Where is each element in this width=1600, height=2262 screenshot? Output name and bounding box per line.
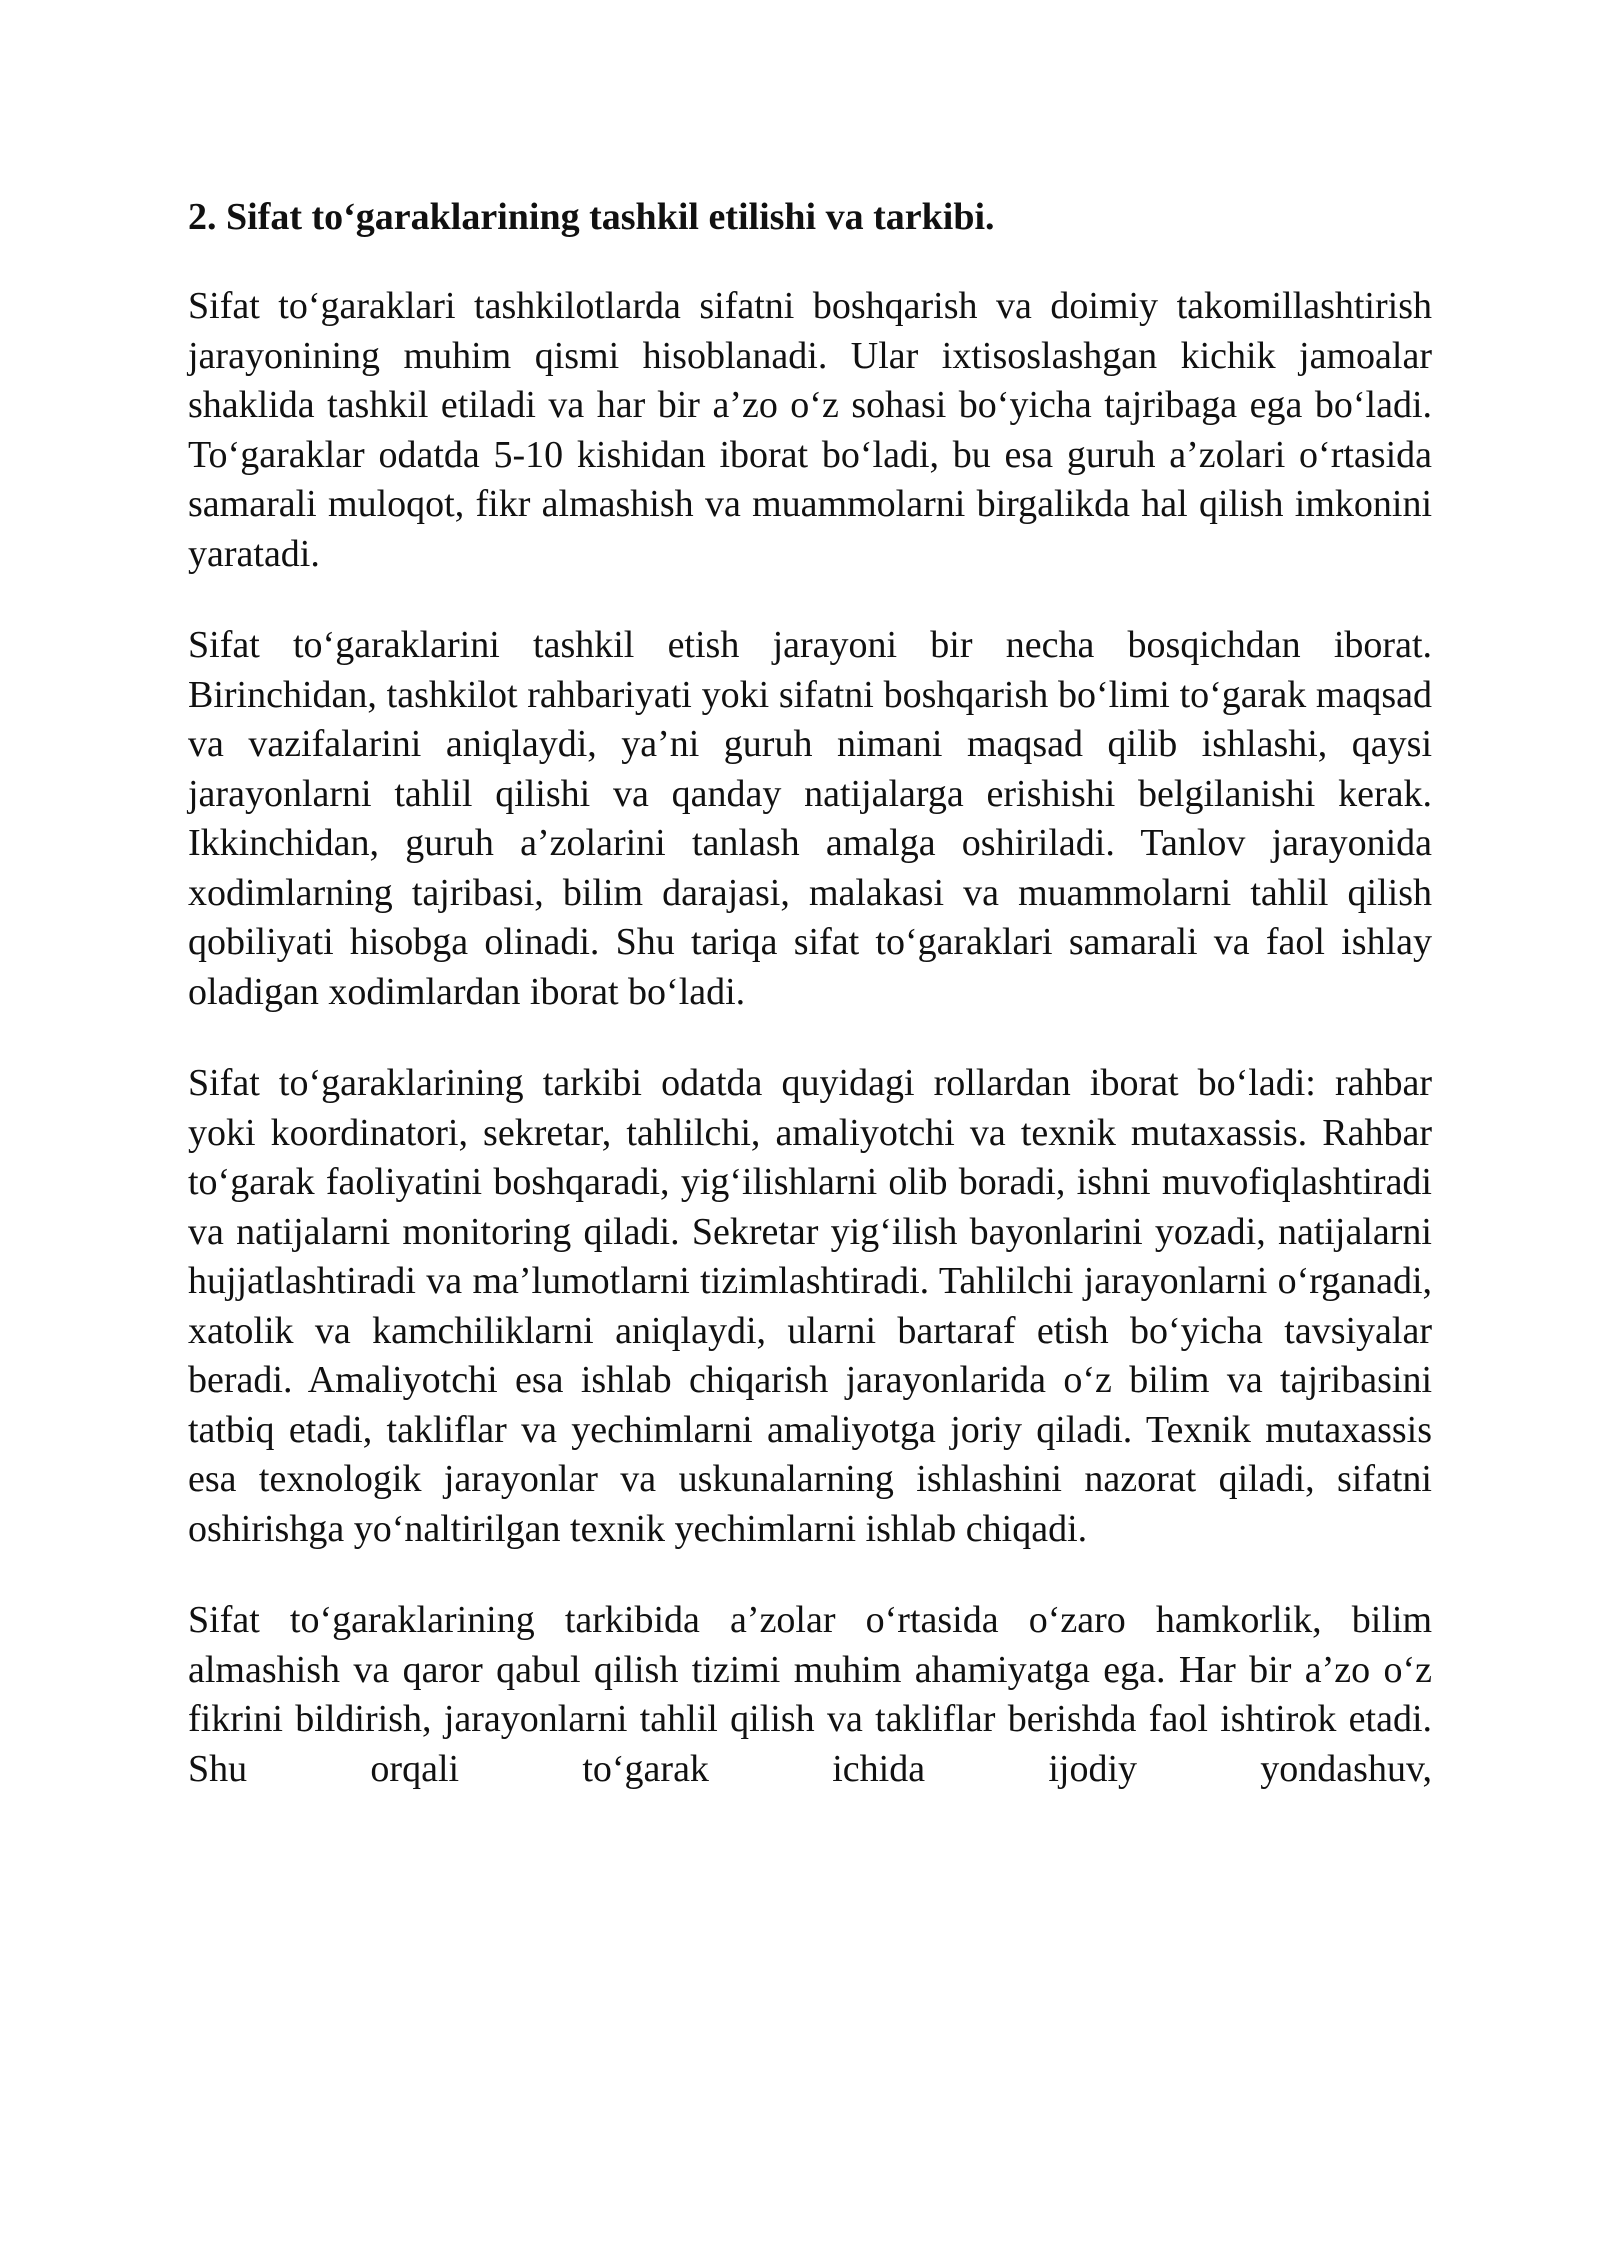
paragraph-2: Sifat to‘garaklarini tashkil etish jarayoni bir necha bosqichdan iborat. Birinchidan, tashkilot rahbariyati yoki sifatni boshqarish bo‘limi to‘garak maqsad va vazifalarini aniqlaydi, ya’ni guruh nimani maqsad qilib ishlashi, qaysi jarayonlarni tahlil qilishi va qanday natijalarga erishishi belgilanishi kerak. Ikkinchidan, guruh a’zolarini tanlash amalga oshiriladi. Tanlov jarayonida xodimlarning tajribasi, bilim darajasi, malakasi va muammolarni tahlil qilish qobiliyati hisobga olinadi. Shu tariqa sifat to‘garaklari samarali va faol ishlay oladigan xodimlardan iborat bo‘ladi. — [188, 624, 1432, 1013]
paragraph-1: Sifat to‘garaklari tashkilotlarda sifatni boshqarish va doimiy takomillashtirish jarayonining muhim qismi hisoblanadi. Ular ixtisoslashgan kichik jamoalar shaklida tashkil etiladi va har bir a’zo o‘z sohasi bo‘yicha tajribaga ega bo‘ladi. To‘garaklar odatda 5-10 kishidan iborat bo‘ladi, bu esa guruh a’zolari o‘rtasida samarali muloqot, fikr almashish va muammolarni birgalikda hal qilish imkonini yaratadi. — [188, 285, 1432, 575]
paragraph-4: Sifat to‘garaklarining tarkibida a’zolar o‘rtasida o‘zaro hamkorlik, bilim almashish va qaror qabul qilish tizimi muhim ahamiyatga ega. Har bir a’zo o‘z fikrini bildirish, jarayonlarni tahlil qilish va takliflar berishda faol ishtirok etadi. Shu orqali to‘garak ichida ijodiy yondashuv, — [188, 1599, 1432, 1790]
document-page — [188, 192, 1432, 1794]
paragraph-3: Sifat to‘garaklarining tarkibi odatda quyidagi rollardan iborat bo‘ladi: rahbar yoki koordinatori, sekretar, tahlilchi, amaliyotchi va texnik mutaxassis. Rahbar to‘garak faoliyatini boshqaradi, yig‘ilishlarni olib boradi, ishni muvofiqlashtiradi va natijalarni monitoring qiladi. Sekretar yig‘ilish bayonlarini yozadi, natijalarni hujjatlashtiradi va ma’lumotlarni tizimlashtiradi. Tahlilchi jarayonlarni o‘rganadi, xatolik va kamchiliklarni aniqlaydi, ularni bartaraf etish bo‘yicha tavsiyalar beradi. Amaliyotchi esa ishlab chiqarish jarayonlarida o‘z bilim va tajribasini tatbiq etadi, takliflar va yechimlarni amaliyotga joriy qiladi. Texnik mutaxassis esa texnologik jarayonlar va uskunalarning ishlashini nazorat qiladi, sifatni oshirishga yo‘naltirilgan texnik yechimlarni ishlab chiqadi. — [188, 1062, 1432, 1550]
section-heading: 2. Sifat to‘garaklarining tashkil etilishi va tarkibi. — [188, 196, 995, 238]
